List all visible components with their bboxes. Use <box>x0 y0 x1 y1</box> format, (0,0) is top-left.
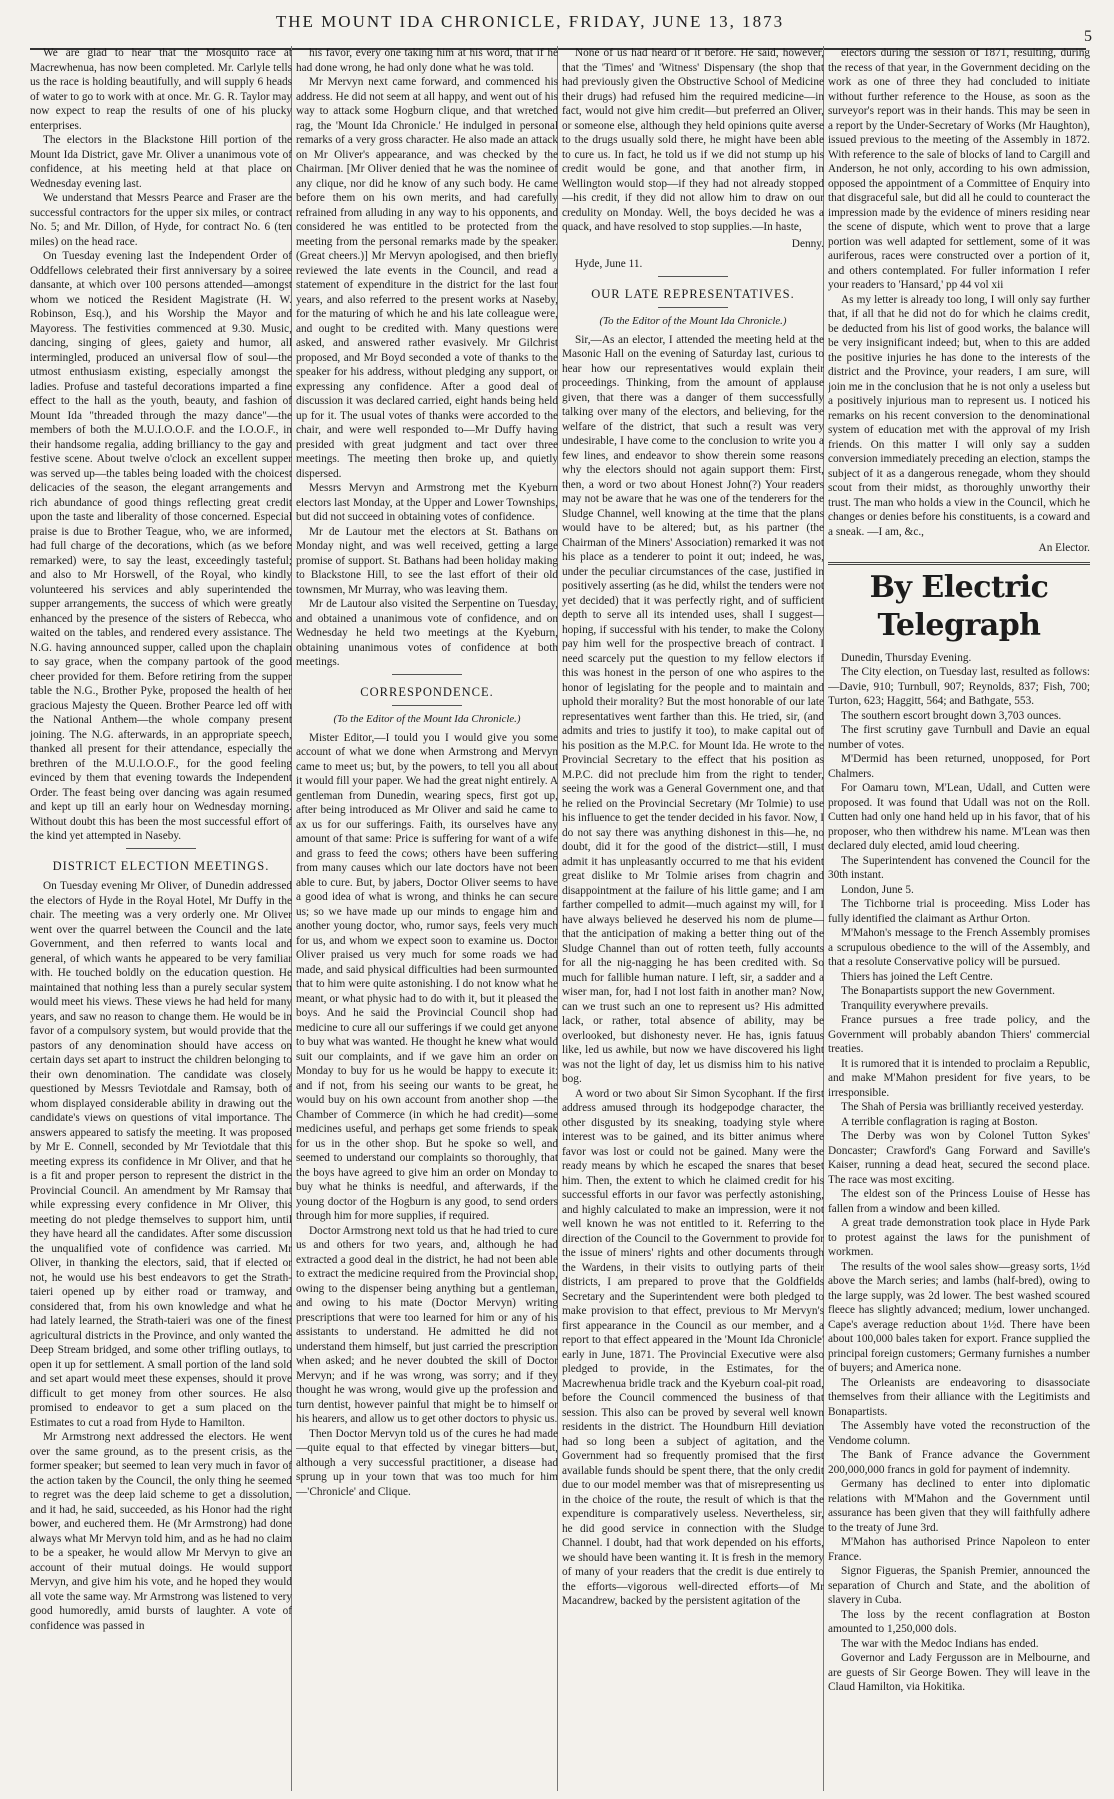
section-rule <box>392 674 462 675</box>
telegraph-item: The Superintendent has convened the Council for the 30th instant. <box>828 854 1090 881</box>
letter-paragraph: Mister Editor,—I tould you I would give you some account of what we done when Armstrong and Mervyn came to meet us; but, by the powers, to tell you all about it would fill your paper. We had the great night entirely. A gentleman from Dunedin, wearing specs, first got up, after being introduced as Mr Oliver and said he came to ax us for our sufferings. Faith, its ourselves have any amount of that same: Price is suffering for want of a wife and grass to feed the cows; others have been suffering from many causes which our late doctors have not been able to cure. But, by jabers, Doctor Oliver seems to have a good idea of what is wrong, and thinks he can secure us; so we have made up our minds to engage him and another young doctor, who, rumor says, feels very much for us, and whom we expect soon to examine us. Doctor Oliver praised us very much for some roads we had made, and said physical difficulties had been surmounted that to him were quite astonishing. I do not know what he meant, or what physic had to do with it, but it pleased the boys. And he said the Provincial Council shop had medicine to cure all our sufferings if we could get anyone to buy what was wanted. He thought he knew what would suit our complaints, and if we gave him an order on Monday to buy for us he would be happy to execute it: and if not, from his seeing our wants to be great, he would buy on his own account from another shop —the Chamber of Commerce (in which he had credit)—some medicines useful, and perhaps get some friends to speak for us in the other shop. But he spoke so well, and seemed to understand our complaints so thoroughly, that the boys have agreed to give him an order on Monday to buy what he thinks is needful, and afterwards, if the young doctor of the Hogburn is any good, to send orders through him for more supplies, if required. <box>296 731 558 1222</box>
telegraph-item: The Bonapartists support the new Government. <box>841 985 1055 997</box>
news-paragraph: We understand that Messrs Pearce and Fraser are the successful contractors for the upper six miles, or contract No. 5; and Mr. Dillon, of Hyde, for contract No. 6 (ten miles) on the head race. <box>30 192 292 248</box>
editor-attribution: (To the Editor of the Mount Ida Chronicle.) <box>599 315 787 327</box>
letter-dateline: Hyde, June 11. <box>575 258 643 270</box>
telegraph-item: For Oamaru town, M'Lean, Udall, and Cutten were proposed. It was found that Udall was not on the Roll. Cutten had only one hand held up in his favor, that of his proposer, who then withdrew his name. M'Lean was then declared duly elected, amid loud cheering. <box>828 782 1090 852</box>
section-rule <box>392 705 462 706</box>
letter-signature: An Elector. <box>1038 542 1090 554</box>
telegraph-item: The Assembly have voted the reconstruction of the Vendome column. <box>828 1420 1090 1447</box>
telegraph-item: Thiers has joined the Left Centre. <box>841 970 993 983</box>
letter-paragraph: Sir,—As an elector, I attended the meeting held at the Masonic Hall on the evening of Saturday last, curious to hear how our representatives would explain their proceedings. Thinking, from the amount of applause given, that there was a danger of them successfully talking over many of the electors, and believing, for the welfare of the district, that such a result was very undesirable, I have come to the conclusion to write you a few lines, and endeavor to show therein some reasons why the electors should not again support them: First, then, a word or two about Honest John(?) Your readers may not be aware that he was one of the tenderers for the Sludge Channel, well knowing at the time that the plans would have to be altered; but, as his partner (the Chairman of the Miners' Association) remarked it was not his place as a tenderer to point it out; indeed, he was, under the peculiar circumstances of the case, justified in positively asserting (as he did, whilst the tenders were not yet decided) that it was perfectly right, and of sufficient depth to serve all its intended uses, shall I suggest—hoping, if successful with his tender, to make the Colony pay him well for the prospective breach of contract. I need scarcely put the question to my fellow electors if this was honest in the person of one who aspires to the honor of legislating for the people and to maintain and uphold their morality? But the most honorable of our late representatives went farther than this. He tried, sir, (and admits and tries to justify it too), to make capital out of his position as the M.P.C. for Mount Ida. He wrote to the Provincial Secretary to the effect that his position as M.P.C. did not preclude him from the right to tender, seeing the work was a General Government one, and that he relied on the Provincial Secretary (Mr Tolmie) to use his influence to get the tender decided in his favor. Now, I do not say there was anything dishonest in this—he, no doubt, did it for the good of the district—still, I must admit it has unpleasantly occurred to me that his evident great dislike to Mr Tolmie arises from chagrin and disappointment at the failure of his little game; and I am farther compelled to admit—much against my will, for I have always believed he deserved his nom de plume—that the anticipation of making a better thing out of the Sludge Channel than out of rotten teeth, fully accounts for all the nig-nagging he has been credited with. So much for fallible human nature. I left, sir, a sadder and a wiser man, for, had I not lost faith in another man? Now, can we trust such an one to represent us? His admitted lack, or rather, total absence of ability, may be overlooked, but dishonesty never. He has, ignis fatuus like, led us awhile, but now we have discovered his light was not the light of day, let us dismiss him to his native bog. <box>562 333 824 1085</box>
news-paragraph: On Tuesday evening Mr Oliver, of Dunedin addressed the electors of Hyde in the Royal Hotel, Mr Duffy in the chair. The meeting was a very orderly one. Mr Oliver went over the quarrel between the Council and the late Government, and then referred to wants local and general, of which wants he appeared to be very familiar with. He touched boldly on the education question. He maintained that nothing less than a purely secular system would meet his views. These views he had held for many years, and saw no reason to change them. He would be in favor of a compulsory system, but would provide that the pastors of any denomination should have access on certain days set apart to instruct the children belonging to their own denomination. The candidate was closely questioned by Messrs Teviotdale and Ramsay, both of whom displayed considerable ability in drawing out the candidate's views on questions of vital importance. The answers appeared to satisfy the meeting. It was proposed by Mr E. Connell, seconded by Mr Teviotdale that this meeting express its confidence in Mr Oliver, and that he is a fit and proper person to represent the district in the Provincial Council. An amendment by Mr Ramsay that while expressing every confidence in Mr Oliver, this meeting do not pledge themselves to support him, until they have heard all the candidates. After some discussion the unqualified vote of confidence was carried. Mr Oliver, in thanking the electors, said, that if elected or not, he would use his best endeavors to get the Strath-taieri opened up by either road or tramway, and considered that, from his own knowledge and what he had lately learned, the Strath-taieri was one of the finest agricultural districts in the Province, and only wanted the Deep Stream bridged, and some other trifling outlays, to open it up for settlement. A small portion of the land sold and set apart would meet these expenses, should it prove difficult to get money from other sources. He also promised to endeavor to get a sum placed on the Estimates to cut a road from Hyde to Hamilton. <box>30 880 292 1429</box>
telegraph-item: The war with the Medoc Indians has ended. <box>841 1637 1039 1650</box>
letter-paragraph: Doctor Armstrong next told us that he had tried to cure us and others for two years, and, although he had extracted a good deal in the district, he had not been able to extract the medicine required from the Provincial shop, owing to the dispenser being anything but a gentleman, and owing to his mate (Doctor Mervyn) writing prescriptions that were too learned for him or any of his assistants to understand. He admitted he did not understand them himself, but just carried the prescription when asked; and he never doubted the skill of Doctor Mervyn; and if he was wrong, was sorry; and if they thought he was wrong, would give up the profession and turn dentist, however painful that might be to himself or his hearers, and allow us to get other doctors to physic us. <box>296 1224 558 1425</box>
telegraph-item: Tranquility everywhere prevails. <box>841 999 989 1012</box>
news-paragraph: Mr de Lautour also visited the Serpentine on Tuesday, and obtained a unanimous vote of confidence, and on Wednesday he held two meetings at the Kyeburn, obtaining unanimous votes of confidence at both meetings. <box>296 598 558 668</box>
telegraph-item: London, June 5. <box>841 883 914 896</box>
news-paragraph: The electors in the Blackstone Hill portion of the Mount Ida District, gave Mr. Oliver a unanimous vote of confidence, at his meeting held at that place on Wednesday evening last. <box>30 134 292 190</box>
section-heading: CORRESPONDENCE. <box>360 684 494 699</box>
telegraph-item: The Bank of France advance the Government 200,000,000 francs in gold for payment of indemnity. <box>828 1449 1090 1476</box>
telegraph-item: The Shah of Persia was brilliantly received yesterday. <box>841 1101 1084 1113</box>
telegraph-item: M'Dermid has been returned, unopposed, for Port Chalmers. <box>828 753 1090 780</box>
letter-paragraph: electors during the session of 1871, resulting, during the recess of that year, in the Government deciding on the work as one of three they had concluded to initiate without further reference to the House, as soon as the surveyor's report was in their hands. This may be seen in a report by the Under-Secretary of Works (Mr Haughton), issued previous to the meeting of the Assembly in 1872. With reference to the sale of blocks of land to Cargill and Anderson, he not only, according to his own admission, opposed the appointment of a Committee of Enquiry into that disgraceful sale, but did all he could to counteract the impression made by the evidence of miners residing near the scene of dispute, which went to prove that a large portion was well adapted for settlement, some of it was auriferous, races were constructed over a portion of it, and others contemplated. For fuller information I refer your readers to 'Hansard,' pp 44 vol xii <box>828 47 1090 291</box>
letter-paragraph: A word or two about Sir Simon Sycophant. If the first address amused through its hodgepodge character, the other disgusted by its sneaking, toadying style where interest was to be gained, and its bitter animus where favor was lost or could not be gained. Many were the ready means by which he escaped the snares that beset him. Then, the extent to which he claimed credit for his successful efforts in our favor was perfectly astonishing, and highly calculated to make an impression, were it not well known he was not entitled to it. Referring to the direction of the Council to the Government to provide for the issue of miners' rights and other documents through the Wardens, in their visits to outlying parts of their districts, I am prepared to prove that the Goldfields Secretary and the Superintendent were both pledged to make provision to that effect, previous to Mr Mervyn's first appearance in the Council as our member, and a report to that effect appeared in the 'Mount Ida Chronicle' early in June, 1871. The Provincial Executive were also pledged to provide, in the Estimates, for the Macrewhenua bridle track and the Kyeburn coal-pit road, before the Council commenced the business of that session. This also can be proved by several well known residents in the district. The Houndburn Hill deviation had so long been a subject of agitation, and the Government had so frequently promised that the first available funds should be spent there, that the only credit due to our model member was that of misrepresenting us in the choice of the route, the result of which is that the expenditure is comparatively useless. Nevertheless, sir, he did good service in connection with the Sludge Channel. I doubt, had that work depended on his efforts, we should have been wanting it. It is fresh in the memory of many of your readers that the credit is due entirely to the efforts—vigorous well-directed efforts—of Mr Macandrew, backed by the persistent agitation of the <box>562 1087 824 1607</box>
news-paragraph: Mr Armstrong next addressed the electors. He went over the same ground, as to the present crisis, as the former speaker; but seemed to lean very much in favor of the action taken by the Council, the only thing he seemed to regret was the deep laid scheme to get a dissolution, and it had, he said, succeeded, as his Honor had the right bower, and euchered them. He (Mr Armstrong) had done always what Mr Mervyn told him, and as he had no claim to be a speaker, he would allow Mr Mervyn to give an account of their mutual doings. He would support Mervyn, and give him his vote, and he hoped they would all vote the same way. Mr Armstrong was listened to very good humoredly, amid bursts of laughter. A vote of confidence was passed in <box>30 1431 292 1632</box>
telegraph-item: The results of the wool sales show—greasy sorts, 1½d above the March series; and lambs (half-bred), owing to the large supply, was 2d lower. The best washed scoured fleece has slightly advanced; medium, lower unchanged. Cape's average reduction about 1½d. There have been about 100,000 bales taken for export. France supplied the principal foreign customers; Germany furnishes a number of buyers; and America none. <box>828 1260 1090 1374</box>
telegraph-item: The Derby was won by Colonel Tutton Sykes' Doncaster; Crawford's Gang Forward and Saville's Kaiser, running a dead heat, secured the second place. The race was most exciting. <box>828 1130 1090 1186</box>
column-2 <box>296 46 558 1791</box>
column-1 <box>30 46 292 1791</box>
telegraph-item: The southern escort brought down 3,703 ounces. <box>841 709 1062 722</box>
telegraph-item: Germany has declined to enter into diplomatic relations with M'Mahon and the Government until assurance has been given that they will faithfully adhere to the treaty of June 3rd. <box>828 1478 1090 1534</box>
section-rule <box>828 562 1090 565</box>
section-heading: OUR LATE REPRESENTATIVES. <box>591 286 795 301</box>
letter-signature: Denny. <box>791 237 824 250</box>
telegraph-item: A great trade demonstration took place in Hyde Park to protest against the laws for the punishment of workmen. <box>828 1217 1090 1258</box>
section-rule <box>658 276 728 277</box>
news-paragraph: On Tuesday evening last the Independent Order of Oddfellows celebrated their first anniversary by a soiree dansante, at which over 100 persons attended—amongst whom we noticed the Resident Magistrate (H. W. Robinson, Esq.), and his Worship the Mayor and Mayoress. The festivities commenced at 9.30. Music, dancing, singing of glees, gaiety and humor, all intermingled, produced an universal flow of soul—the utmost enthusiasm existing, especially amongst the ladies. Profuse and tasteful decorations imparted a fine effect to the hall as the youth, beauty, and fashion of Mount Ida "threaded through the mazy dance"—the members of both the M.U.I.O.O.F. and the I.O.O.F., in their handsome regalia, adding brilliancy to the gay and festive scene. About twelve o'clock an excellent supper was served up—the tables being loaded with the choicest delicacies of the season, the elegant arrangements and rich abundance of good things reflecting great credit upon the taste and liberality of those concerned. Especial praise is due to Brother Teague, who, we are informed, had full charge of the decorations, which (as we before remarked) were, to say the least, exceedingly tasteful; and also to Mr Horswell, of the Royal, who kindly volunteered his services and ably superintended the supper arrangements, the success of which were greatly enhanced by the presence of the sisters of Rebecca, who waited on the tables, and rendered every assistance. The N.G. having announced supper, called upon the chaplain to say grace, when the company partook of the good cheer provided for them. Before retiring from the supper table the N.G., Brother Pyke, proposed the health of her gracious Majesty the Queen. Brother Pearce led off with the National Anthem—the whole company present joining. The N.G. afterwards, in an appropriate speech, thanked all present for their attendance, especially the brethren of the M.U.I.O.O.F., for the good feeling evinced by them that evening towards the Independent Order. The feast being over dancing was again resumed and kept up till an early hour on Wednesday morning. Without doubt this has been the most successful effort of the kind yet attempted in Naseby. <box>30 250 292 842</box>
section-heading: DISTRICT ELECTION MEETINGS. <box>52 858 270 873</box>
telegraph-item: Governor and Lady Fergusson are in Melbourne, and are guests of Sir George Bowen. They will leave in the Claud Hamilton, via Hokitika. <box>828 1652 1090 1693</box>
telegraph-item: France pursues a free trade policy, and the Government will probably abandon Thiers' commercial treaties. <box>828 1014 1090 1055</box>
telegraph-item: The Orleanists are endeavoring to disassociate themselves from their alliance with the Legitimists and Bonapartists. <box>828 1376 1090 1418</box>
news-paragraph: Messrs Mervyn and Armstrong met the Kyeburn electors last Monday, at the Upper and Lower Townships, but did not succeed in obtaining votes of confidence. <box>296 482 558 523</box>
section-rule <box>658 307 728 308</box>
editor-attribution: (To the Editor of the Mount Ida Chronicle.) <box>333 713 521 725</box>
telegraph-item: The City election, on Tuesday last, resulted as follows:—Davie, 910; Turnbull, 907; Reynolds, 837; Fish, 700; Turton, 623; Haggitt, 564; and Bathgate, 553. <box>828 666 1090 707</box>
telegraph-item: The loss by the recent conflagration at Boston amounted to 1,250,000 dols. <box>828 1608 1090 1635</box>
telegraph-item: It is rumored that it is intended to proclaim a Republic, and make M'Mahon president for five years, to be irresponsible. <box>828 1057 1090 1099</box>
telegraph-item: The first scrutiny gave Turnbull and Davie an equal number of votes. <box>828 724 1090 751</box>
section-rule <box>126 848 196 849</box>
letter-paragraph: As my letter is already too long, I will only say further that, if all that he did not do for which he claims credit, be deducted from his list of good works, the balance will be very insignificant indeed; but, when to this are added the positive injuries he has done to the interests of the district and the Province, your readers, I am sure, will join me in the conclusion that he is not only a useless but a positively injurious man to represent us. I noticed his remarks on his recent conversion to the denominational system of education met with the approval of my Irish friends. On this matter I will only say a sudden conversion immediately preceding an election, stamps the subject of it as a dangerous renegade, whom they should scout from their midst, as thoroughly unworthy their trust. The man who holds a view in the Council, which he changes or denies before his constituents, is a coward and a sneak. —I am, &c., <box>828 293 1090 538</box>
telegraph-item: The Tichborne trial is proceeding. Miss Loder has fully identified the claimant as Arthur Orton. <box>828 898 1090 925</box>
telegraph-item: M'Mahon has authorised Prince Napoleon to enter France. <box>828 1536 1090 1563</box>
page-number: 5 <box>1084 28 1092 45</box>
telegraph-item: Signor Figueras, the Spanish Premier, announced the separation of Church and State, and the abolition of slavery in Cuba. <box>828 1565 1090 1606</box>
news-paragraph: We are glad to hear that the Mosquito race at Macrewhenua, has now been completed. Mr. Carlyle tells us the race is holding beautifully, and will supply 6 heads of water to go to work with at once. Mr. G. R. Taylor may now expect to reap the results of one of his plucky enterprises. <box>30 47 292 132</box>
telegraph-item: Dunedin, Thursday Evening. <box>841 651 972 664</box>
letter-paragraph: None of us had heard of it before. He said, however, that the 'Times' and 'Witness' Dispensary (the shop that had previously given the Obstructive School of Medicine their drugs) had refused him the required medicine—in fact, would not give him credit—but preferred an Oliver, or someone else, although they held opinions quite averse to the drugs usually sold there, he might have been able to cure us. In fact, he told us if we did not stump up his credit would be gone, and that another firm, in Wellington would stop—if they had not already stopped—his credit, if they did not allow him to draw on our credulity on Monday. Well, the boys decided he was a quack, and have resolved to stop supplies.—In haste, <box>562 47 824 233</box>
letter-paragraph: Then Doctor Mervyn told us of the cures he had made—quite equal to that effected by vinegar bitters—but, although a very successful practitioner, a disease had sprung up in your town that was too much for him—'Chronicle' and Clique. <box>296 1427 558 1498</box>
telegraph-item: M'Mahon's message to the French Assembly promises a scrupulous obedience to the will of the Assembly, and that a resolute Conservative policy will be pursued. <box>828 927 1090 968</box>
news-paragraph: his favor, every one taking him at his word, that if he had done wrong, he had only done what he was told. <box>296 47 558 74</box>
masthead-title: THE MOUNT IDA CHRONICLE, FRIDAY, JUNE 13, 1873 <box>275 12 785 31</box>
column-3 <box>562 46 824 1791</box>
masthead <box>0 8 1114 45</box>
news-paragraph: Mr de Lautour met the electors at St. Bathans on Monday night, and was well received, getting a large promise of support. St. Bathans had been holiday making to Blackstone Hill, to see the last effort of their old townsmen, Mr Murray, who was leaving them. <box>296 525 558 596</box>
telegraph-item: A terrible conflagration is raging at Boston. <box>841 1115 1038 1128</box>
telegraph-item: The eldest son of the Princess Louise of Hesse has fallen from a window and been killed. <box>828 1188 1090 1215</box>
news-paragraph: Mr Mervyn next came forward, and commenced his address. He did not seem at all happy, and went out of his way to attack some Hogburn clique, and that wretched rag, the 'Mount Ida Chronicle.' He indulged in personal remarks of a very gross character. He also made an attack on Mr Oliver's appearance, and was checked by the Chairman. [Mr Oliver denied that he was the nominee of any clique, nor did he know of any such body. He came before them on his own merits, and had carefully refrained from alluding in any way to his opponents, and considered he was entitled to be protected from the meeting from the personal remarks made by the speaker. (Great cheers.)] Mr Mervyn apologised, and then briefly reviewed the late events in the Council, and read a statement of expenditure in the district for the last four years, and also referred to the present works at Naseby, for the maturing of which he and his late colleague were, and ought to be credited with. Many questions were asked, and answered rather evasively. Mr Gilchrist proposed, and Mr Boyd seconded a vote of thanks to the speaker for his address, without pledging any support, or expressing any confidence. After a good deal of discussion it was declared carried, eight hands being held up for it. The usual votes of thanks were accorded to the chair, and were well responded to—Mr Duffy having presided with great judgment and tact over three meetings. The meeting then broke up, and quietly dispersed. <box>296 76 558 480</box>
column-4 <box>828 46 1090 1791</box>
telegraph-heading: By Electric Telegraph <box>869 569 1049 643</box>
